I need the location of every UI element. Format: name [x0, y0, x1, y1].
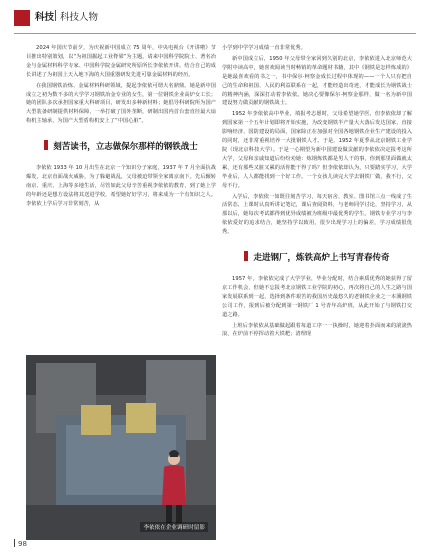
right-column [222, 44, 412, 341]
title-marker [44, 140, 48, 150]
page-number-bar [14, 539, 15, 547]
paragraph: 2024 年国庆节前夕，为庆祝新中国成立 75 周年，中央电视台《开讲啦》节目推出特别策划，以“为祖国掘起工业脊梁”为主题，请来中国科学院院士、著名冶金与金属材料科学专家、中国科学院金属研究所原所长李依依开讲。结合自己的成长讲述了为祖国上天入地下海的大国重器研发先进可靠金属材料的经历。 [26, 45, 216, 78]
header-separator [55, 10, 56, 21]
paragraph: 1952 年李依依高中毕业，填报考志愿时，父母希望她学医，但李依依却了解到国家第一个五年计划即将开始实施，为改变钢铁半产量大大落后发达国家，直接影响经济、国防建设的局面，国家除正在加强对全国各地钢铁企业生产建设的投入的同时，还非常重视培养一大批钢铁人才。于是，1952 年夏季从北京钢铁工业学院（现北京科技大学）。于是一心期望为新中国建设做贡献的李依依决定报考这所大学，父母和亲戚知道后纷纷劝她：炼钢炼铁都是男人干的事，你到那里面做就太累，还有那些又脏又累的活你能干得了吗？但李依依却认为，只要踏实学习，大学毕业后，人人都能找到一个好工作。一个女孩儿读完大学去钢铁厂做，我不行，父母不行。 [222, 111, 412, 189]
factory-photo-illustration [26, 355, 216, 540]
paragraph: 新中国成立后，1950 年父母带全家回到久别的北京，李依依进入北京师范大学附中读高中，她喜欢阅读当时畅销的革命题材书籍，其中《钢铁是怎样炼成的》是她最喜欢看的书之一，书中保尔·柯察金成长过程中体现的——一个人只有把自己的生命和祖国、人民的利益联系在一起，才能经造出奇迹，才能成长为钢铁战士的精神内涵，深深打动着李依依。她决心要像保尔·柯察金那样，做一名为新中国建设努力做贡献的钢铁战士。 [222, 55, 412, 107]
left-column [26, 44, 216, 211]
subsection-label: 科技人物 [60, 12, 99, 23]
header-rule [14, 33, 416, 34]
section-marker [14, 10, 30, 26]
page-number-text: 98 [18, 540, 27, 548]
paragraph: 李依依 1933 年 10 月出生在北京一个知识分子家庭，1937 年 7 月全面抗战爆发，北京直面战火威胁，为了躲避战乱，父母被迫带领全家离京南下。先后辗转南京、重庆、上海等多地生活，尽管如此父母辛苦重视李依依的教育，到了她上学的年龄还是想方设法将其送进学校，希望她好好学习，将来成为一个有知识之人。李依依上学后学习非常刻苦，从 [26, 165, 216, 207]
photo-caption: 李依依在企业调研时留影 [140, 522, 208, 532]
section-title-text: 刻苦读书，立志做保尔那样的钢铁战士 [53, 142, 198, 153]
article-photo [26, 355, 216, 540]
section-title [26, 140, 216, 152]
section-label: 科技 [35, 12, 55, 23]
paragraph: 上班后李依依从基础做起跟着每道工序一一执操时，她迎着扑面而来的滚滚热浪，在炉前不停挥动着大铁耙；清理现 [222, 322, 412, 338]
page-number [14, 539, 27, 548]
title-marker [244, 251, 248, 261]
page-header [0, 0, 427, 44]
section-title [222, 251, 412, 263]
paragraph: 在我国钢铁冶炼、金属材料科研领域，提起李依依可谓大名鼎鼎。她是新中国成立之初为数不多的大学学习钢铁冶金专业的女生，第一位钢铁企业高炉女工长；她的团队多次承担国家重大科研项目，研发出多种新材料；她倡导科研院所为国产大型装备研制提供材料保障，一举打破了国外垄断，研制出国内首台套直径最大扇构机主轴承，为国产大型盾构机安上了“中国心脏”。 [26, 82, 216, 125]
paragraph: 小学到中学学习成绩一直非常优秀。 [222, 45, 306, 51]
section-title-text: 走进钢厂，炼铁高炉上书写青春传奇 [253, 253, 390, 264]
paragraph: 入学后，李依依一如既往刻苦学习，每天宿舍、教室、图书馆三点一线成了生活常态，上课时认真听讲记笔记，课后查阅资料，与老师同学讨论，坚持学习，从那以后，她每次考试都得到优异成绩被为班级中最优秀的学生。钢铁专业学习与李依依爱好的追求结合，她坚持学以致用，很少出现学习上的偏差，学习成绩很优秀。 [222, 193, 412, 236]
paragraph: 1957 年，李依依完成了大学学业，毕业分配时，结合素质优秀的她获得了留京工作机会，但她不忘报考北京钢铁工业学院的初心，再次将自己的人生之路与国家发展联系到一起，选择到条件艰苦的我国历史最悠久的老钢铁企业之一本溪钢铁公司工作，报到后被分配到第一钢铁厂 1 号青年高炉班，从此开始了与钢铁打交道之路。 [222, 276, 412, 318]
